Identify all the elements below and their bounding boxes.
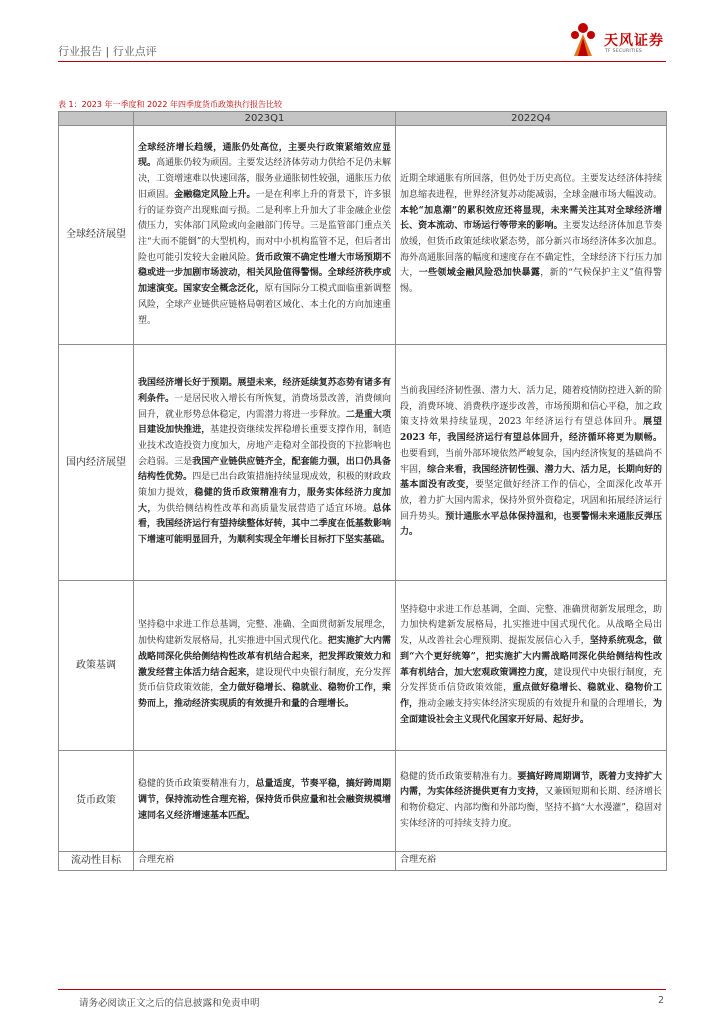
body-text: 高通胀仍较为顽固。主要发达经济体劳动力供给不足仍未解决，工资增速难以快速回落，服务业通胀韧性较强，通胀压力依旧顽固。 (138, 158, 391, 200)
body-text: 基建投资继续发挥稳增长重要支撑作用，制造业技术改造投资力度加大，房地产走稳对全部投资的下拉影响也会趋弱。三是 (138, 425, 391, 467)
table-header-row (59, 112, 667, 126)
emphasis-text: 为全面建设社会主义现代化国家开好局、起好步。 (400, 698, 662, 725)
body-text: 主要发达经济体加息节奏放缓，但货币政策延续收紧态势，部分新兴市场经济体多次加息。海外高通胀回落的幅度和速度存在不确定性，全球经济下行压力加大， (400, 221, 662, 279)
report-category: 行业报告 | 行业点评 (58, 45, 157, 58)
header-2022q4: 2022Q4 (396, 112, 667, 126)
company-logo (566, 22, 676, 62)
cell-2023q1 (134, 751, 396, 852)
table-caption: 表 1：2023 年一季度和 2022 年四季度货币政策执行报告比较 (58, 100, 282, 109)
body-text: 推动金融支持实体经济实现质的有效提升和量的合理增长， (418, 698, 653, 709)
emphasis-text: 稳健的货币政策精准有力，服务实体经济力度加大， (138, 488, 391, 514)
row-label: 全球经济展望 (59, 126, 134, 345)
emphasis-text: 预计通胀水平总体保持温和，也要警惕未来通胀反弹压力。 (400, 511, 662, 538)
table-row (59, 852, 667, 871)
emphasis-text: 综合来看，我国经济韧性强、潜力大、活力足，长期向好的基本面没有改变， (400, 464, 662, 491)
cell-2022q4 (396, 852, 667, 871)
body-text: 为供给侧结构性改革和高质量发展营造了适宜环境。 (156, 503, 373, 514)
header-2023q1: 2023Q1 (134, 112, 396, 126)
cell-2023q1 (134, 345, 396, 581)
body-text: 一是在利率上升的背景下，许多银行的证券资产出现账面亏损。二是利率上升加大了非金融企业偿债压力，实体部门风险或向金融部门传导。三是监管部门重点关注“大而不能倒”的大型机构，而对中小机构监管不足，但后者出险也可能引发较大金融风险。 (138, 189, 391, 263)
cell-2022q4 (396, 581, 667, 751)
table-row (59, 581, 667, 751)
logo-text: 天风证券 (604, 33, 664, 49)
row-label: 流动性目标 (59, 852, 134, 871)
cell-2023q1 (134, 126, 396, 345)
emphasis-text: 本轮“加息潮”的累积效应还将显现，未来需关注其对全球经济增长、资本流动、市场运行等带来的影响。 (400, 205, 662, 232)
body-text: 原有国际分工模式面临重新调整风险，全球产业链供应链格局朝着区域化、本土化的方向加速重塑。 (138, 284, 391, 326)
emphasis-text: 全球经济增长趋缓，通胀仍处高位，主要央行政策紧缩效应显现。 (138, 142, 391, 169)
cell-2023q1 (134, 852, 396, 871)
emphasis-text: 一些领域金融风险恐加快暴露 (418, 268, 541, 279)
table-row (59, 751, 667, 852)
emphasis-text: 我国经济增长好于预期。展望未来，经济延续复苏态势有诸多有利条件。 (138, 378, 391, 404)
body-text: 稳健的货币政策要精准有力， (138, 779, 256, 790)
footer-divider (58, 989, 666, 990)
emphasis-text: 要搞好跨周期调节，既着力支持扩大内需，为实体经济提供更有力支持， (400, 771, 662, 798)
header-empty-cell (59, 112, 134, 126)
body-text: 四是已出台政策措施持续显现成效，积极的财政政策加力提效， (138, 472, 391, 499)
body-text: 建设现代中央银行制度，充分发挥货币信贷政策效能， (400, 667, 662, 694)
cell-2022q4 (396, 126, 667, 345)
body-text: 合理充裕 (400, 855, 437, 865)
body-text: 当前我国经济韧性强、潜力大、活力足，随着疫情防控进入新的阶段，消费环境、消费秩序逐步改善，市场预期和信心平稳，加之政策支持效果持续显现，2023 年经济运行有望总体回升。 (400, 385, 662, 428)
body-text: 近期全球通胀有所回落，但仍处于历史高位。主要发达经济体持续加息缩表进程，世界经济复苏动能减弱，全球金融市场大幅波动。 (400, 174, 662, 200)
table-row (59, 126, 667, 345)
row-label: 货币政策 (59, 751, 134, 852)
header-divider (58, 61, 666, 62)
body-text: 要坚定做好经济工作的信心，全面深化改革开放，着力扩大国内需求，保持外贸外资稳定，巩固和拓展经济运行回升势头。 (400, 480, 662, 522)
emphasis-text: 我国产业链供应链齐全，配套能力强，出口仍具备结构性优势。 (138, 456, 391, 483)
cell-2022q4 (396, 345, 667, 581)
body-text: 又兼顾短期和长期、经济增长和物价稳定、内部均衡和外部均衡，坚持不搞“大水漫灌”，稳固对实体经济的可持续支持力度。 (400, 787, 662, 829)
body-text: 一是居民收入增长有所恢复，消费场景改善，消费倾向回升，就业形势总体稳定，内需潜力将进一步释放。 (138, 393, 391, 420)
emphasis-text: 全力做好稳增长、稳就业、稳物价工作，乘势而上，推动经济实现质的有效提升和量的合理增长。 (138, 683, 391, 709)
body-text: 合理充裕 (138, 855, 175, 865)
emphasis-text: 展望 2023 年，我国经济运行有望总体回升，经济循环将更为顺畅。 (400, 417, 662, 444)
row-label: 国内经济展望 (59, 345, 134, 581)
emphasis-text: 二是重大项目建设加快推进， (138, 409, 391, 436)
body-text: ，新的“气候保护主义”值得警惕。 (400, 268, 662, 295)
body-text: 建设现代中央银行制度，充分发挥货币信贷政策效能， (138, 667, 391, 694)
logo-mark-icon (566, 22, 600, 58)
page-number: 2 (657, 995, 664, 1006)
emphasis-text: 坚持系统观念，做到“六个更好统筹”，把实施扩大内需战略同深化供给侧结构性改革有机结合，加大宏观政策调控力度， (400, 636, 662, 678)
emphasis-text: 把实施扩大内需战略同深化供给侧结构性改革有机结合起来，把发挥政策效力和激发经营主体活力结合起来， (138, 636, 391, 678)
body-text: 也要看到，当前外部环境依然严峻复杂，国内经济恢复的基础尚不牢固， (400, 448, 662, 475)
emphasis-text: 重点做好稳增长、稳就业、稳物价工作， (400, 683, 662, 709)
table-row (59, 345, 667, 581)
emphasis-text: 总量适度，节奏平稳，搞好跨周期调节，保持流动性合理充裕，保持货币供应量和社会融资规模增速同名义经济增速基本匹配。 (138, 779, 391, 821)
body-text: 坚持稳中求进工作总基调，完整、准确、全面贯彻新发展理念，加快构建新发展格局，扎实推进中国式现代化。 (138, 620, 391, 647)
cell-2023q1 (134, 581, 396, 751)
disclaimer-text: 请务必阅读正文之后的信息披露和免责申明 (79, 998, 260, 1009)
emphasis-text: 金融稳定风险上升。 (174, 189, 256, 200)
body-text: 坚持稳中求进工作总基调，全面、完整、准确贯彻新发展理念，助力加快构建新发展格局，扎实推进中国式现代化。从战略全局出发，从改善社会心理预期、提振发展信心入手， (400, 604, 662, 647)
logo-subtext: TF SECURITIES (605, 49, 643, 54)
emphasis-text: 总体看，我国经济运行有望持续整体好转，其中二季度在低基数影响下增速可能明显回升，为顺利实现全年增长目标打下坚实基础。 (138, 503, 391, 546)
body-text: 稳健的货币政策要精准有力。 (400, 771, 518, 782)
emphasis-text: 货币政策不确定性增大市场预期不稳或进一步加剧市场波动，相关风险值得警惕。全球经济秩序或加速演变。国家安全概念泛化， (138, 252, 391, 295)
comparison-table (58, 111, 667, 871)
cell-2022q4 (396, 751, 667, 852)
row-label: 政策基调 (59, 581, 134, 751)
